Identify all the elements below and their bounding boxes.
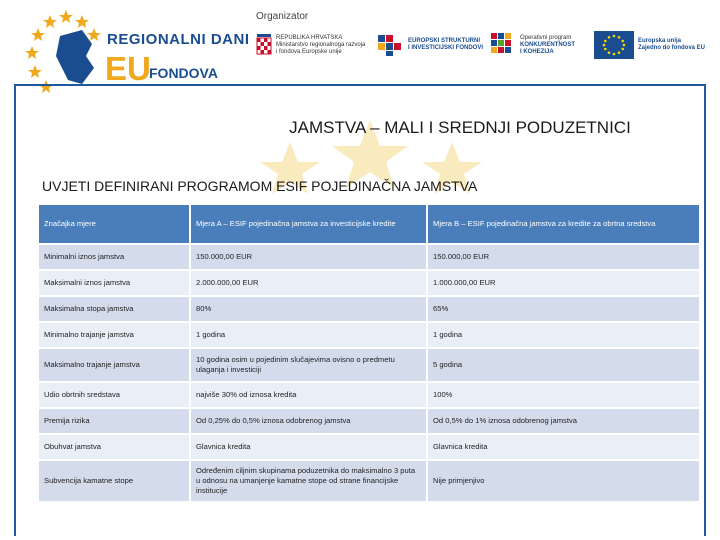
measure-a-value: Određenim ciljnim skupinama poduzetnika do maksimalno 3 puta u odnosu na umanjenje kamatne stope od strane financijske institucije bbox=[189, 461, 426, 501]
table-row bbox=[39, 323, 699, 347]
sponsor-ministry-line2: Ministarstvo regionalnoga razvoja bbox=[276, 41, 366, 48]
sponsor-esif bbox=[376, 28, 483, 62]
measure-a-value: 80% bbox=[189, 297, 426, 321]
row-label: Obuhvat jamstva bbox=[39, 435, 189, 459]
table-row bbox=[39, 383, 699, 407]
sponsor-eu bbox=[594, 28, 705, 62]
sponsor-eu-line1: Europska unija bbox=[638, 38, 682, 44]
organizator-label: Organizator bbox=[256, 11, 309, 22]
measure-a-value: najviše 30% od iznosa kredita bbox=[189, 383, 426, 407]
sponsor-op-kik bbox=[490, 28, 575, 62]
measure-b-value: 1.000.000,00 EUR bbox=[426, 271, 699, 295]
header-measure-b: Mjera B – ESIF pojedinačna jamstva za kredite za obrtna sredstva bbox=[426, 205, 699, 243]
row-label: Subvencija kamatne stope bbox=[39, 461, 189, 501]
table-row bbox=[39, 245, 699, 269]
row-label: Maksimalno trajanje jamstva bbox=[39, 349, 189, 381]
measure-b-value: 1 godina bbox=[426, 323, 699, 347]
table-row bbox=[39, 435, 699, 459]
row-label: Maksimalna stopa jamstva bbox=[39, 297, 189, 321]
table-row bbox=[39, 271, 699, 295]
measure-a-value: 1 godina bbox=[189, 323, 426, 347]
sponsor-ministry-line1: REPUBLIKA HRVATSKA bbox=[276, 34, 343, 41]
row-label: Premija rizika bbox=[39, 409, 189, 433]
sponsor-ministry bbox=[256, 28, 365, 62]
logo-eu: EU bbox=[105, 50, 151, 87]
sponsor-esif-line2: I INVESTICIJSKI FONDOVI bbox=[408, 45, 484, 51]
measure-b-value: 100% bbox=[426, 383, 699, 407]
row-label: Udio obrtnih sredstava bbox=[39, 383, 189, 407]
table-header-row bbox=[39, 205, 699, 243]
measure-b-value: Glavnica kredita bbox=[426, 435, 699, 459]
page-title: JAMSTVA – MALI I SREDNJI PODUZETNICI bbox=[289, 118, 631, 137]
row-label: Minimalno trajanje jamstva bbox=[39, 323, 189, 347]
table-row bbox=[39, 409, 699, 433]
measure-a-value: 150.000,00 EUR bbox=[189, 245, 426, 269]
table-row bbox=[39, 349, 699, 381]
sponsor-esif-line1: EUROPSKI STRUKTURNI bbox=[408, 38, 481, 44]
measure-a-value: Glavnica kredita bbox=[189, 435, 426, 459]
table-row bbox=[39, 297, 699, 321]
measure-a-value: 10 godina osim u pojedinim slučajevima ovisno o predmetu ulaganja i investiciji bbox=[189, 349, 426, 381]
row-label: Maksimalni iznos jamstva bbox=[39, 271, 189, 295]
measure-b-value: Nije primjenjivo bbox=[426, 461, 699, 501]
table-row bbox=[39, 461, 699, 501]
guarantee-conditions-table bbox=[39, 203, 699, 503]
row-label: Minimalni iznos jamstva bbox=[39, 245, 189, 269]
esif-logo-icon bbox=[376, 33, 404, 57]
eu-flag-icon bbox=[594, 31, 634, 59]
measure-b-value: Od 0,5% do 1% iznosa odobrenog jamstva bbox=[426, 409, 699, 433]
sponsor-op-line3: I KOHEZIJA bbox=[520, 48, 554, 55]
sponsor-op-line1: Operativni program bbox=[520, 34, 572, 41]
measure-a-value: Od 0,25% do 0,5% iznosa odobrenog jamstva bbox=[189, 409, 426, 433]
logo-line1: REGIONALNI DANI bbox=[107, 31, 250, 48]
measure-b-value: 5 godina bbox=[426, 349, 699, 381]
page-subtitle: UVJETI DEFINIRANI PROGRAMOM ESIF POJEDINAČNA JAMSTVA bbox=[42, 178, 478, 194]
measure-b-value: 65% bbox=[426, 297, 699, 321]
sponsor-ministry-line3: i fondova Europske unije bbox=[276, 48, 342, 55]
croatian-coat-of-arms-icon bbox=[256, 34, 272, 56]
measure-b-value: 150.000,00 EUR bbox=[426, 245, 699, 269]
measure-a-value: 2.000.000,00 EUR bbox=[189, 271, 426, 295]
sponsor-op-line2: KONKURENTNOST bbox=[520, 41, 575, 48]
header-measure-a: Mjera A – ESIF pojedinačna jamstva za investicijske kredite bbox=[189, 205, 426, 243]
logo-line2: FONDOVA bbox=[149, 65, 218, 81]
sponsor-eu-line2: Zajedno do fondova EU bbox=[638, 45, 705, 51]
header-feature: Značajka mjere bbox=[39, 205, 189, 243]
op-kik-logo-icon bbox=[490, 32, 516, 58]
